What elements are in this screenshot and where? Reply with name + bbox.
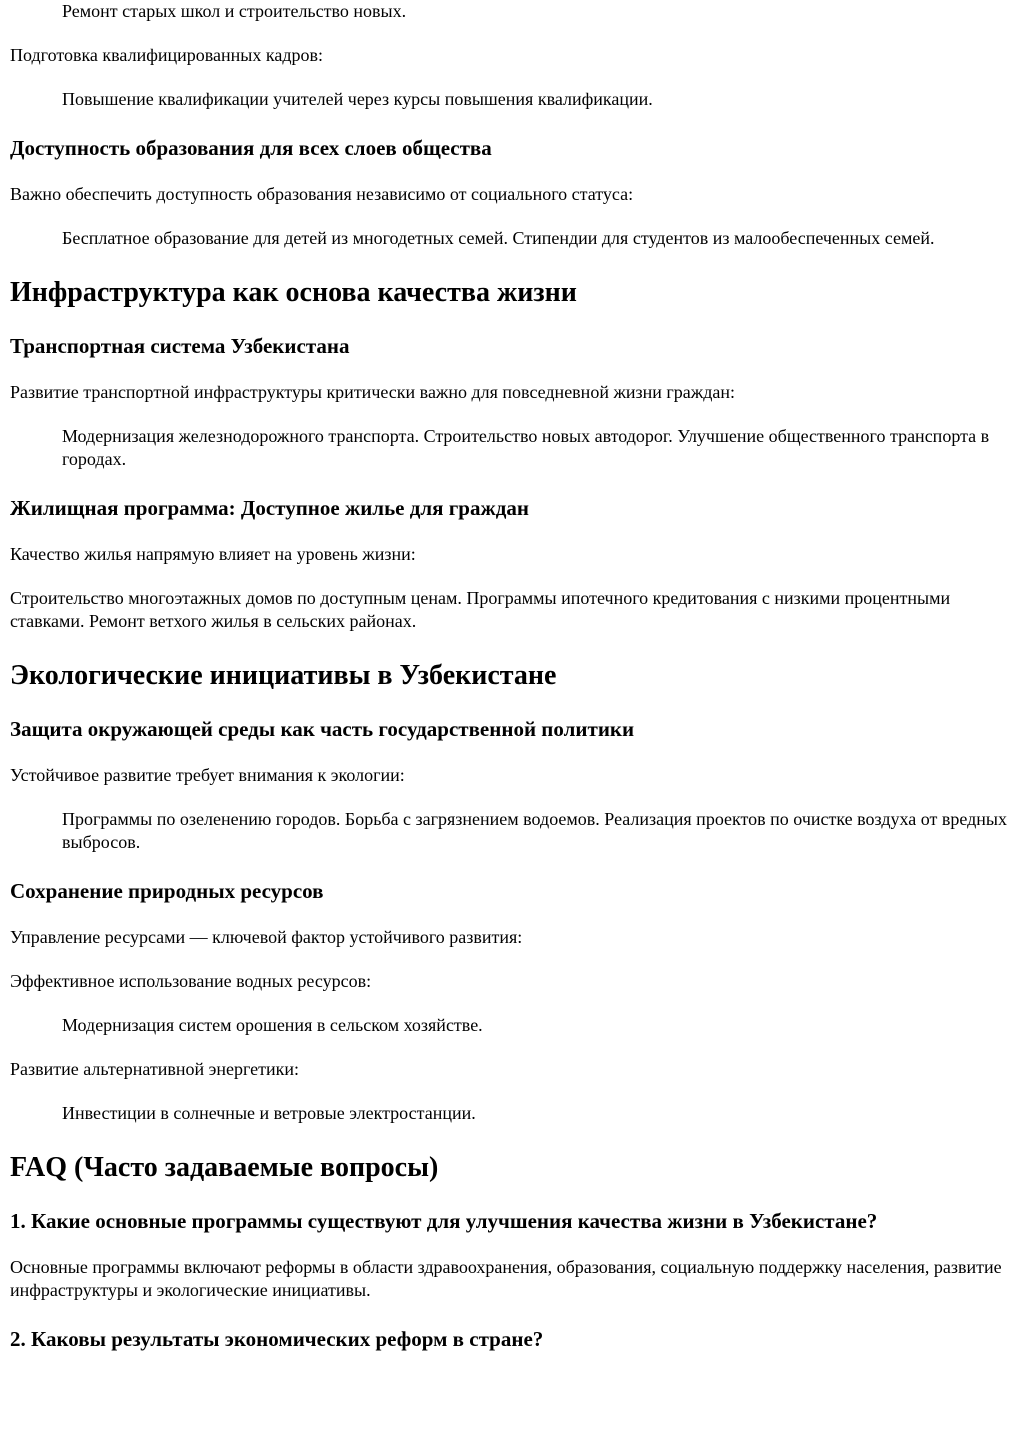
- resources-intro: Управление ресурсами — ключевой фактор устойчивого развития:: [10, 927, 523, 947]
- faq-question-2: 2. Каковы результаты экономических реформ в стране?: [10, 1327, 544, 1351]
- alternative-energy-item: Инвестиции в солнечные и ветровые электростанции.: [62, 1103, 476, 1123]
- ecology-heading: Экологические инициативы в Узбекистане: [10, 660, 557, 691]
- faq-question-1: 1. Какие основные программы существуют для улучшения качества жизни в Узбекистане?: [10, 1209, 878, 1233]
- environment-protection-heading: Защита окружающей среды как часть государственной политики: [10, 717, 635, 741]
- faq-answer-1: Основные программы включают реформы в области здравоохранения, образования, социальную поддержку населения, развитие инфраструктуры и экологические инициативы.: [10, 1257, 1002, 1300]
- water-resources-label: Эффективное использование водных ресурсов:: [10, 971, 372, 991]
- faq-heading: FAQ (Часто задаваемые вопросы): [10, 1152, 439, 1183]
- housing-body: Строительство многоэтажных домов по доступным ценам. Программы ипотечного кредитования с низкими процентными ставками. Ремонт ветхого жилья в сельских районах.: [10, 588, 951, 631]
- resources-heading: Сохранение природных ресурсов: [10, 879, 324, 903]
- education-access-heading: Доступность образования для всех слоев общества: [10, 136, 492, 160]
- education-access-intro: Важно обеспечить доступность образования независимо от социального статуса:: [10, 184, 634, 204]
- transport-heading: Транспортная система Узбекистана: [10, 334, 350, 358]
- water-resources-item: Модернизация систем орошения в сельском хозяйстве.: [62, 1015, 483, 1035]
- transport-item: Модернизация железнодорожного транспорта. Строительство новых автодорог. Улучшение общественного транспорта в городах.: [62, 426, 990, 469]
- infrastructure-heading: Инфраструктура как основа качества жизни: [10, 277, 577, 308]
- transport-intro: Развитие транспортной инфраструктуры критически важно для повседневной жизни граждан:: [10, 382, 735, 402]
- housing-heading: Жилищная программа: Доступное жилье для граждан: [10, 496, 529, 520]
- environment-protection-intro: Устойчивое развитие требует внимания к экологии:: [10, 765, 405, 785]
- environment-protection-item: Программы по озеленению городов. Борьба с загрязнением водоемов. Реализация проектов по очистке воздуха от вредных выбросов.: [62, 809, 1007, 852]
- housing-intro: Качество жилья напрямую влияет на уровень жизни:: [10, 544, 416, 564]
- alternative-energy-label: Развитие альтернативной энергетики:: [10, 1059, 300, 1079]
- staff-training-item: Повышение квалификации учителей через курсы повышения квалификации.: [62, 89, 653, 109]
- staff-training-label: Подготовка квалифицированных кадров:: [10, 45, 323, 65]
- education-access-item: Бесплатное образование для детей из многодетных семей. Стипендии для студентов из малообеспеченных семей.: [62, 228, 935, 248]
- school-repair-item: Ремонт старых школ и строительство новых.: [62, 1, 407, 21]
